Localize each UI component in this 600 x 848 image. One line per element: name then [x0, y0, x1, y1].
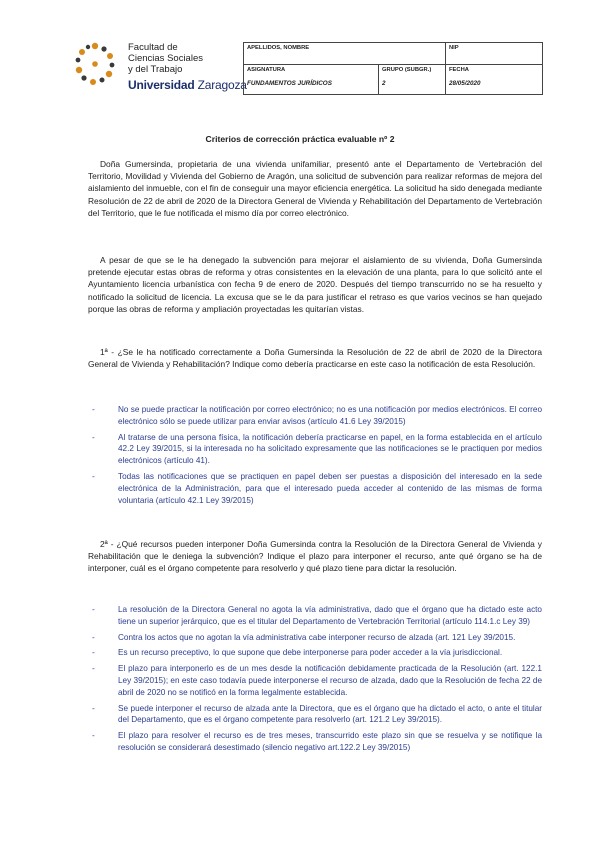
answer-item: - Se puede interponer el recurso de alzada ante la Directora, que es el órgano que ha dictado el acto, o ante el titular del Departamento, que es el órgano competente para resolverlo (art. 121.2 Ley 39/2015).: [88, 703, 542, 727]
answer-item: - Es un recurso preceptivo, lo que supone que debe interponerse para poder acceder a la vía jurisdiccional.: [88, 647, 542, 659]
answer-item: - El plazo para resolver el recurso es de tres meses, transcurrido este plazo sin que se resuelva y se notifique la resolución se considerará desestimado (silencio negativo art.122.2 Ley 39/2015): [88, 730, 542, 754]
university-emblem-icon: [70, 40, 124, 92]
asignatura-label: ASIGNATURA: [247, 67, 286, 73]
answer-item: - No se puede practicar la notificación por correo electrónico; no es una notificación por medios electrónicos. El correo electrónico sólo se puede utilizar para enviar avisos (artículo 41.6 Ley 39/2015): [88, 404, 542, 428]
answer-item: - Contra los actos que no agotan la vía administrativa cabe interponer recurso de alzada (art. 121 Ley 39/2015.: [88, 632, 542, 644]
nip-label: NIP: [449, 45, 459, 51]
fecha-label: FECHA: [449, 67, 469, 73]
faculty-logo: [70, 40, 250, 92]
document-title: Criterios de corrección práctica evaluable nº 2: [205, 134, 395, 144]
answer-item: - Al tratarse de una persona física, la notificación debería practicarse en papel, en la forma establecida en el artículo 42.2 Ley 39/2015, si la interesada no ha solicitado expresamente que las notificaciones se le practiquen por medios electrónicos (artículo 41).: [88, 432, 542, 467]
apellidos-label: APELLIDOS, NOMBRE: [247, 45, 310, 51]
answer-item: - La resolución de la Directora General no agota la vía administrativa, dado que el órgano que ha dictado este acto tiene un superior jerárquico, que es el titular del Departamento de Vertebración Territorial (artículo 114.1.c Ley 39): [88, 604, 542, 628]
answer-list-1: [88, 404, 542, 506]
statement-paragraph-1: Doña Gumersinda, propietaria de una vivienda unifamiliar, presentó ante el Departamento de Vertebración del Territorio, Movilidad y Vivienda del Gobierno de Aragón, una solicitud de subvención para realizar reformas de mejora del aislamiento del inmueble, con el fin de conseguir una mayor eficiencia energética. La solicitud ha sido denegada mediante Resolución de 22 de abril de 2020 de la Directora General de Vivienda y Rehabilitación del Departamento de Vertebración del Territorio, que le fue notificada el mismo día por correo electrónico.: [88, 159, 542, 218]
student-info-table: [243, 42, 543, 95]
question-1: 1ª - ¿Se le ha notificado correctamente a Doña Gumersinda la Resolución de 22 de abril de 2020 de la Directora General de Vivienda y Rehabilitación? Indique como debería practicarse en este caso la notificación de esta Resolución.: [88, 347, 542, 370]
faculty-name: Facultad de Ciencias Sociales y del Trabajo: [128, 42, 203, 75]
fecha-value: 28/05/2020: [449, 80, 481, 87]
statement-paragraph-2: A pesar de que se le ha denegado la subvención para mejorar el aislamiento de su vivienda, Doña Gumersinda pretende ejecutar estas obras de reforma y otras consistentes en la elevación de una planta, para lo que solicitó ante el Ayuntamiento licencia urbanística con fecha 9 de enero de 2020. Después del tiempo transcurrido no se ha resuelto y notificado la solicitud de licencia. La excusa que se le da para justificar el retraso es que varios vecinos se han quejado porque las obras de reforma y ampliación proyectadas les quitarían vistas.: [88, 255, 542, 314]
answer-item: - El plazo para interponerlo es de un mes desde la notificación debidamente practicada de la Resolución (art. 122.1 Ley 39/2015); en este caso todavía puede interponerse el recurso de alzada, dado que la Resolución de fecha 22 de abril de 2020 no se notificó en la forma legalmente establecida.: [88, 663, 542, 698]
university-name: Universidad Zaragoza: [128, 78, 247, 92]
answer-list-2: [88, 604, 542, 754]
asignatura-value: FUNDAMENTOS JURÍDICOS: [247, 80, 332, 87]
grupo-label: GRUPO (SUBGR.): [382, 67, 432, 73]
question-2: 2ª - ¿Qué recursos pueden interponer Doña Gumersinda contra la Resolución de la Directora General de Vivienda y Rehabilitación que le deniega la subvención? Indique el plazo para interponer el recurso, ante qué órgano se ha de interponer, cuál es el órgano competente para resolverlo y qué plazo tiene para dictar la resolución.: [88, 539, 542, 574]
answer-item: - Todas las notificaciones que se practiquen en papel deben ser puestas a disposición del interesado en la sede electrónica de la Administración, para que el interesado pueda acceder al contenido de las mismas de forma voluntaria (artículo 42.1 Ley 39/2015): [88, 471, 542, 506]
grupo-value: 2: [382, 80, 386, 87]
